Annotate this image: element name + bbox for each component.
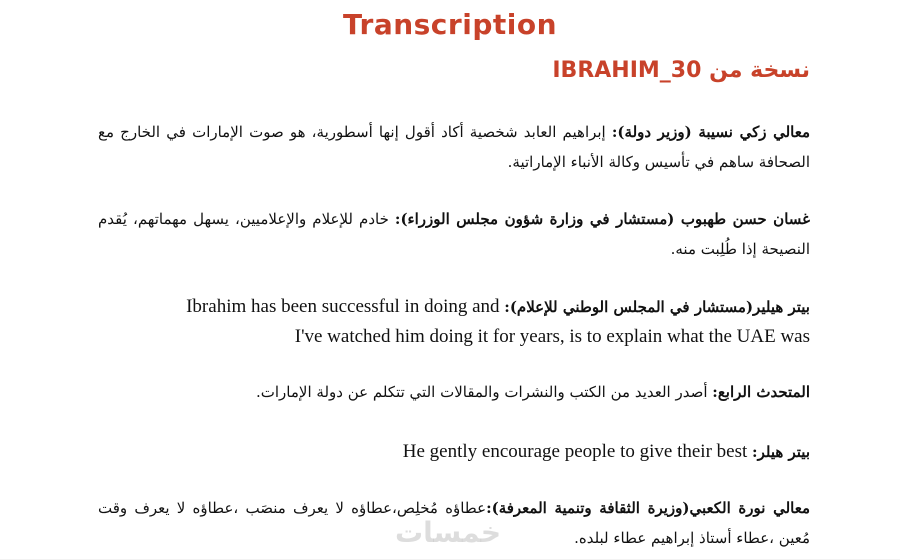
watermark-logo: خمسات	[395, 516, 502, 549]
speaker-label: غسان حسن طهبوب (مستشار في وزارة شؤون مجلس الوزراء):	[394, 210, 810, 228]
paragraph-text: عطاؤه مُخلِص،عطاؤه لا يعرف منصَب ،عطاؤه لا يعرف وقت مُعين ،عطاء أستاذ إبراهيم عطاء لبلده.	[98, 499, 810, 547]
speaker-label: المتحدث الرابع:	[712, 383, 810, 401]
paragraph-text: إبراهيم العابد شخصية أكاد أقول إنها أسطورية، هو صوت الإمارات في الخارج مع الصحافة ساهم في تأسيس وكالة الأنباء الإماراتية.	[98, 123, 810, 171]
paragraph-text: أصدر العديد من الكتب والنشرات والمقالات التي تتكلم عن دولة الإمارات.	[256, 383, 713, 401]
paragraph-text: Ibrahim has been successful in doing and	[186, 296, 500, 317]
speaker-label: معالي زكي نسيبة (وزير دولة):	[611, 123, 810, 141]
page-title: Transcription	[342, 8, 558, 41]
paragraph-text: خادم للإعلام والإعلاميين، يسهل مهماتهم، يُقدم النصيحة إذا طُلِبت منه.	[98, 210, 810, 258]
transcript-paragraph	[98, 377, 810, 407]
transcript-paragraph	[98, 292, 810, 352]
speaker-label: بيتر هيلر:	[752, 443, 810, 461]
transcript-paragraph	[98, 437, 810, 467]
paragraph-text: I've watched him doing it for years, is to explain what the UAE was	[294, 326, 810, 347]
transcript-paragraph	[98, 204, 810, 264]
transcript-paragraph	[98, 117, 810, 177]
page-subtitle: نسخة من IBRAHIM_30	[552, 58, 810, 83]
speaker-label: بيتر هيلير(مستشار في المجلس الوطني للإعلام):	[504, 298, 810, 316]
paragraph-line	[98, 292, 810, 322]
speaker-label: معالي نورة الكعبي(وزيرة الثقافة وتنمية المعرفة):	[486, 499, 810, 517]
paragraph-text: He gently encourage people to give their best	[402, 441, 748, 462]
